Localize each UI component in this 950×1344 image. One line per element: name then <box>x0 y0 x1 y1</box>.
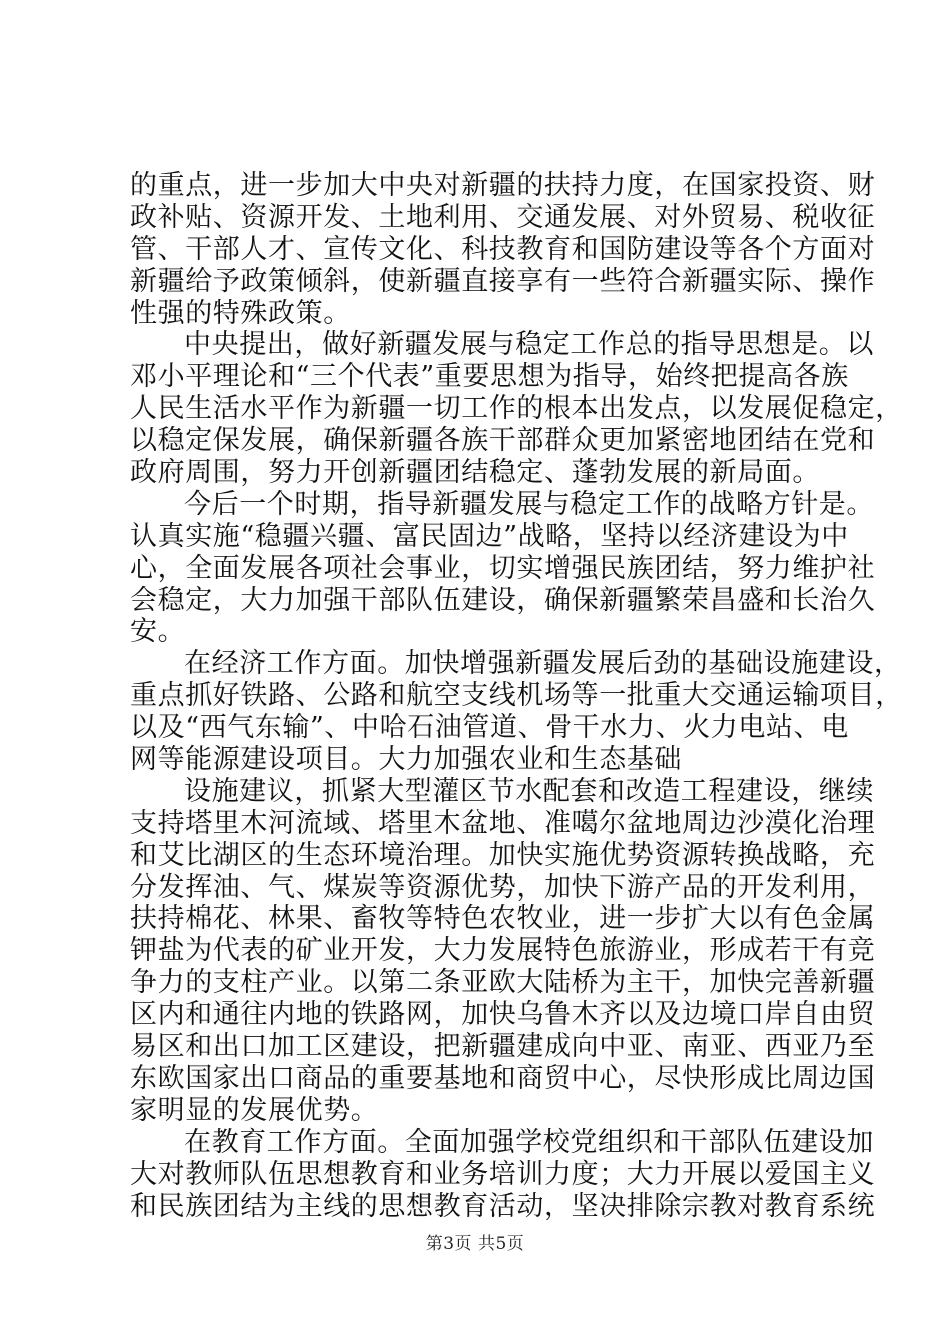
text-line: 中央提出，做好新疆发展与稳定工作总的指导思想是。以 <box>184 329 874 361</box>
text-line: 人民生活水平作为新疆一切工作的根本出发点，以发展促稳定， <box>130 393 903 425</box>
text-line: 东欧国家出口商品的重要基地和商贸中心，尽快形成比周边国 <box>130 1062 876 1094</box>
text-line: 家明显的发展优势。 <box>130 1094 379 1126</box>
text-line: 扶持棉花、林果、畜牧等特色农牧业，进一步扩大以有色金属 <box>130 903 876 935</box>
text-line: 支持塔里木河流域、塔里木盆地、准噶尔盆地周边沙漠化治理 <box>130 807 876 839</box>
text-line: 心，全面发展各项社会事业，切实增强民族团结，努力维护社 <box>130 552 876 584</box>
text-line: 争力的支柱产业。以第二条亚欧大陆桥为主干，加快完善新疆 <box>130 967 876 999</box>
text-line: 安。 <box>130 616 186 648</box>
text-line: 大对教师队伍思想教育和业务培训力度；大力开展以爱国主义 <box>130 1158 876 1190</box>
text-line: 和艾比湖区的生态环境治理。加快实施优势资源转换战略，充 <box>130 839 876 871</box>
text-line: 以稳定保发展，确保新疆各族干部群众更加紧密地团结在党和 <box>130 425 876 457</box>
text-line: 政补贴、资源开发、土地利用、交通发展、对外贸易、税收征 <box>130 201 876 233</box>
text-line: 分发挥油、气、煤炭等资源优势，加快下游产品的开发利用， <box>130 871 876 903</box>
text-line: 易区和出口加工区建设，把新疆建成向中亚、南亚、西亚乃至 <box>130 1031 876 1063</box>
page-footer: 第3页 共5页 <box>425 1234 525 1254</box>
text-line: 网等能源建设项目。大力加强农业和生态基础 <box>130 744 682 776</box>
text-line: 设施建议，抓紧大型灌区节水配套和改造工程建设，继续 <box>184 775 874 807</box>
text-line: 会稳定，大力加强干部队伍建设，确保新疆繁荣昌盛和长治久 <box>130 584 876 616</box>
text-line: 管、干部人才、宣传文化、科技教育和国防建设等各个方面对 <box>130 233 876 265</box>
text-line: 以及“西气东输”、中哈石油管道、骨干水力、火力电站、电 <box>130 712 849 744</box>
text-line: 区内和通往内地的铁路网，加快乌鲁木齐以及边境口岸自由贸 <box>130 999 876 1031</box>
text-line: 新疆给予政策倾斜，使新疆直接享有一些符合新疆实际、操作 <box>130 265 876 297</box>
text-line: 今后一个时期，指导新疆发展与稳定工作的战略方针是。 <box>184 488 874 520</box>
text-line: 政府周围，努力开创新疆团结稳定、蓬勃发展的新局面。 <box>130 457 820 489</box>
text-line: 认真实施“稳疆兴疆、富民固边”战略，坚持以经济建设为中 <box>130 520 849 552</box>
text-line: 邓小平理论和“三个代表”重要思想为指导，始终把提高各族 <box>130 361 849 393</box>
text-line: 钾盐为代表的矿业开发，大力发展特色旅游业，形成若干有竞 <box>130 935 876 967</box>
document-body <box>130 170 903 1222</box>
text-line: 在经济工作方面。加快增强新疆发展后劲的基础设施建设， <box>184 648 902 680</box>
text-line: 和民族团结为主线的思想教育活动，坚决排除宗教对教育系统 <box>130 1190 876 1222</box>
text-line: 重点抓好铁路、公路和航空支线机场等一批重大交通运输项目， <box>130 680 903 712</box>
text-line: 性强的特殊政策。 <box>130 297 351 329</box>
text-line: 的重点，进一步加大中央对新疆的扶持力度，在国家投资、财 <box>130 170 876 201</box>
text-line: 在教育工作方面。全面加强学校党组织和干部队伍建设加 <box>184 1126 874 1158</box>
